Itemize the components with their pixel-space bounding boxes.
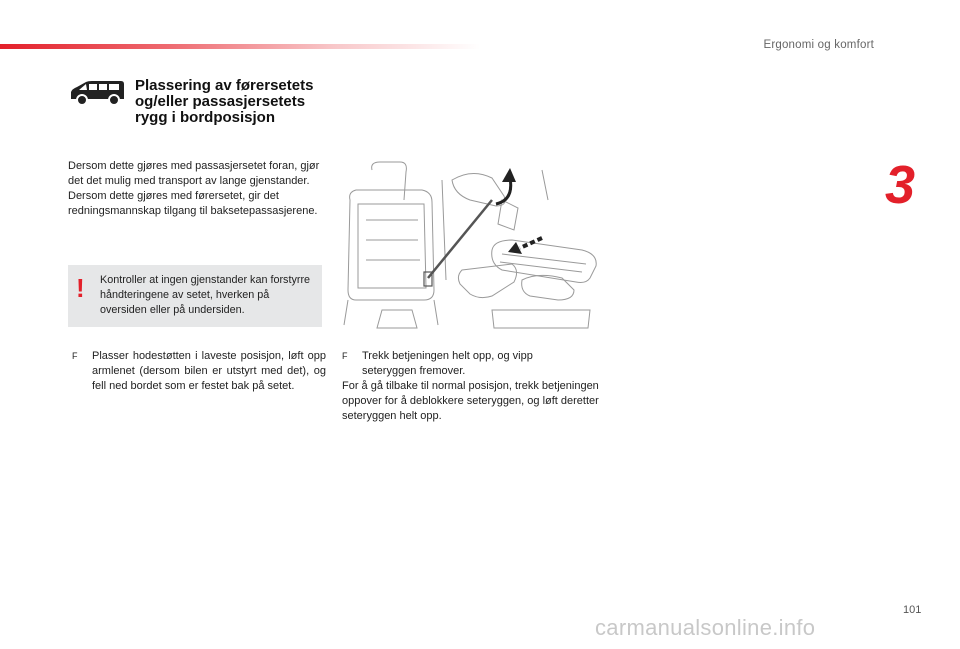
intro-text [68, 159, 330, 219]
step-1 [72, 349, 328, 394]
page-header-title: Ergonomi og komfort [763, 39, 874, 51]
watermark: carmanualsonline.info [595, 615, 816, 640]
step-2 [342, 349, 614, 424]
warning-box [68, 265, 322, 327]
step-1-text: Plasser hodestøtten i laveste posisjon, løft opp armlenet (dersom bilen er utstyrt med det), og fell ned bordet som er festet bak på setet. [92, 350, 326, 392]
header-accent-bar [0, 44, 480, 49]
intro-paragraph-1: Dersom dette gjøres med passasjersetet foran, gjør det det mulig med transport av lange gjenstander. [68, 160, 320, 187]
step-2-note: For å gå tilbake til normal posisjon, trekk betjeningen oppover for å deblokkere seteryggen, og løft deretter seteryggen helt opp. [342, 380, 599, 422]
bullet-icon: F [342, 351, 348, 361]
chapter-number: 3 [885, 155, 916, 215]
seat-illustration [342, 160, 612, 330]
warning-text: Kontroller at ingen gjenstander kan forstyrre håndteringene av setet, hverken på oversiden eller på undersiden. [100, 274, 311, 316]
intro-paragraph-2: Dersom dette gjøres med førersetet, gir det redningsmannskap tilgang til baksetepassasjerene. [68, 190, 318, 217]
step-2-text: Trekk betjeningen helt opp, og vipp seteryggen fremover. [362, 350, 533, 377]
bullet-icon: F [72, 351, 78, 361]
page-number: 101 [903, 604, 922, 616]
van-icon [68, 80, 126, 106]
section-title: Plassering av førersetets og/eller passasjersetets rygg i bordposisjon [135, 77, 314, 126]
warning-icon: ! [76, 273, 85, 303]
